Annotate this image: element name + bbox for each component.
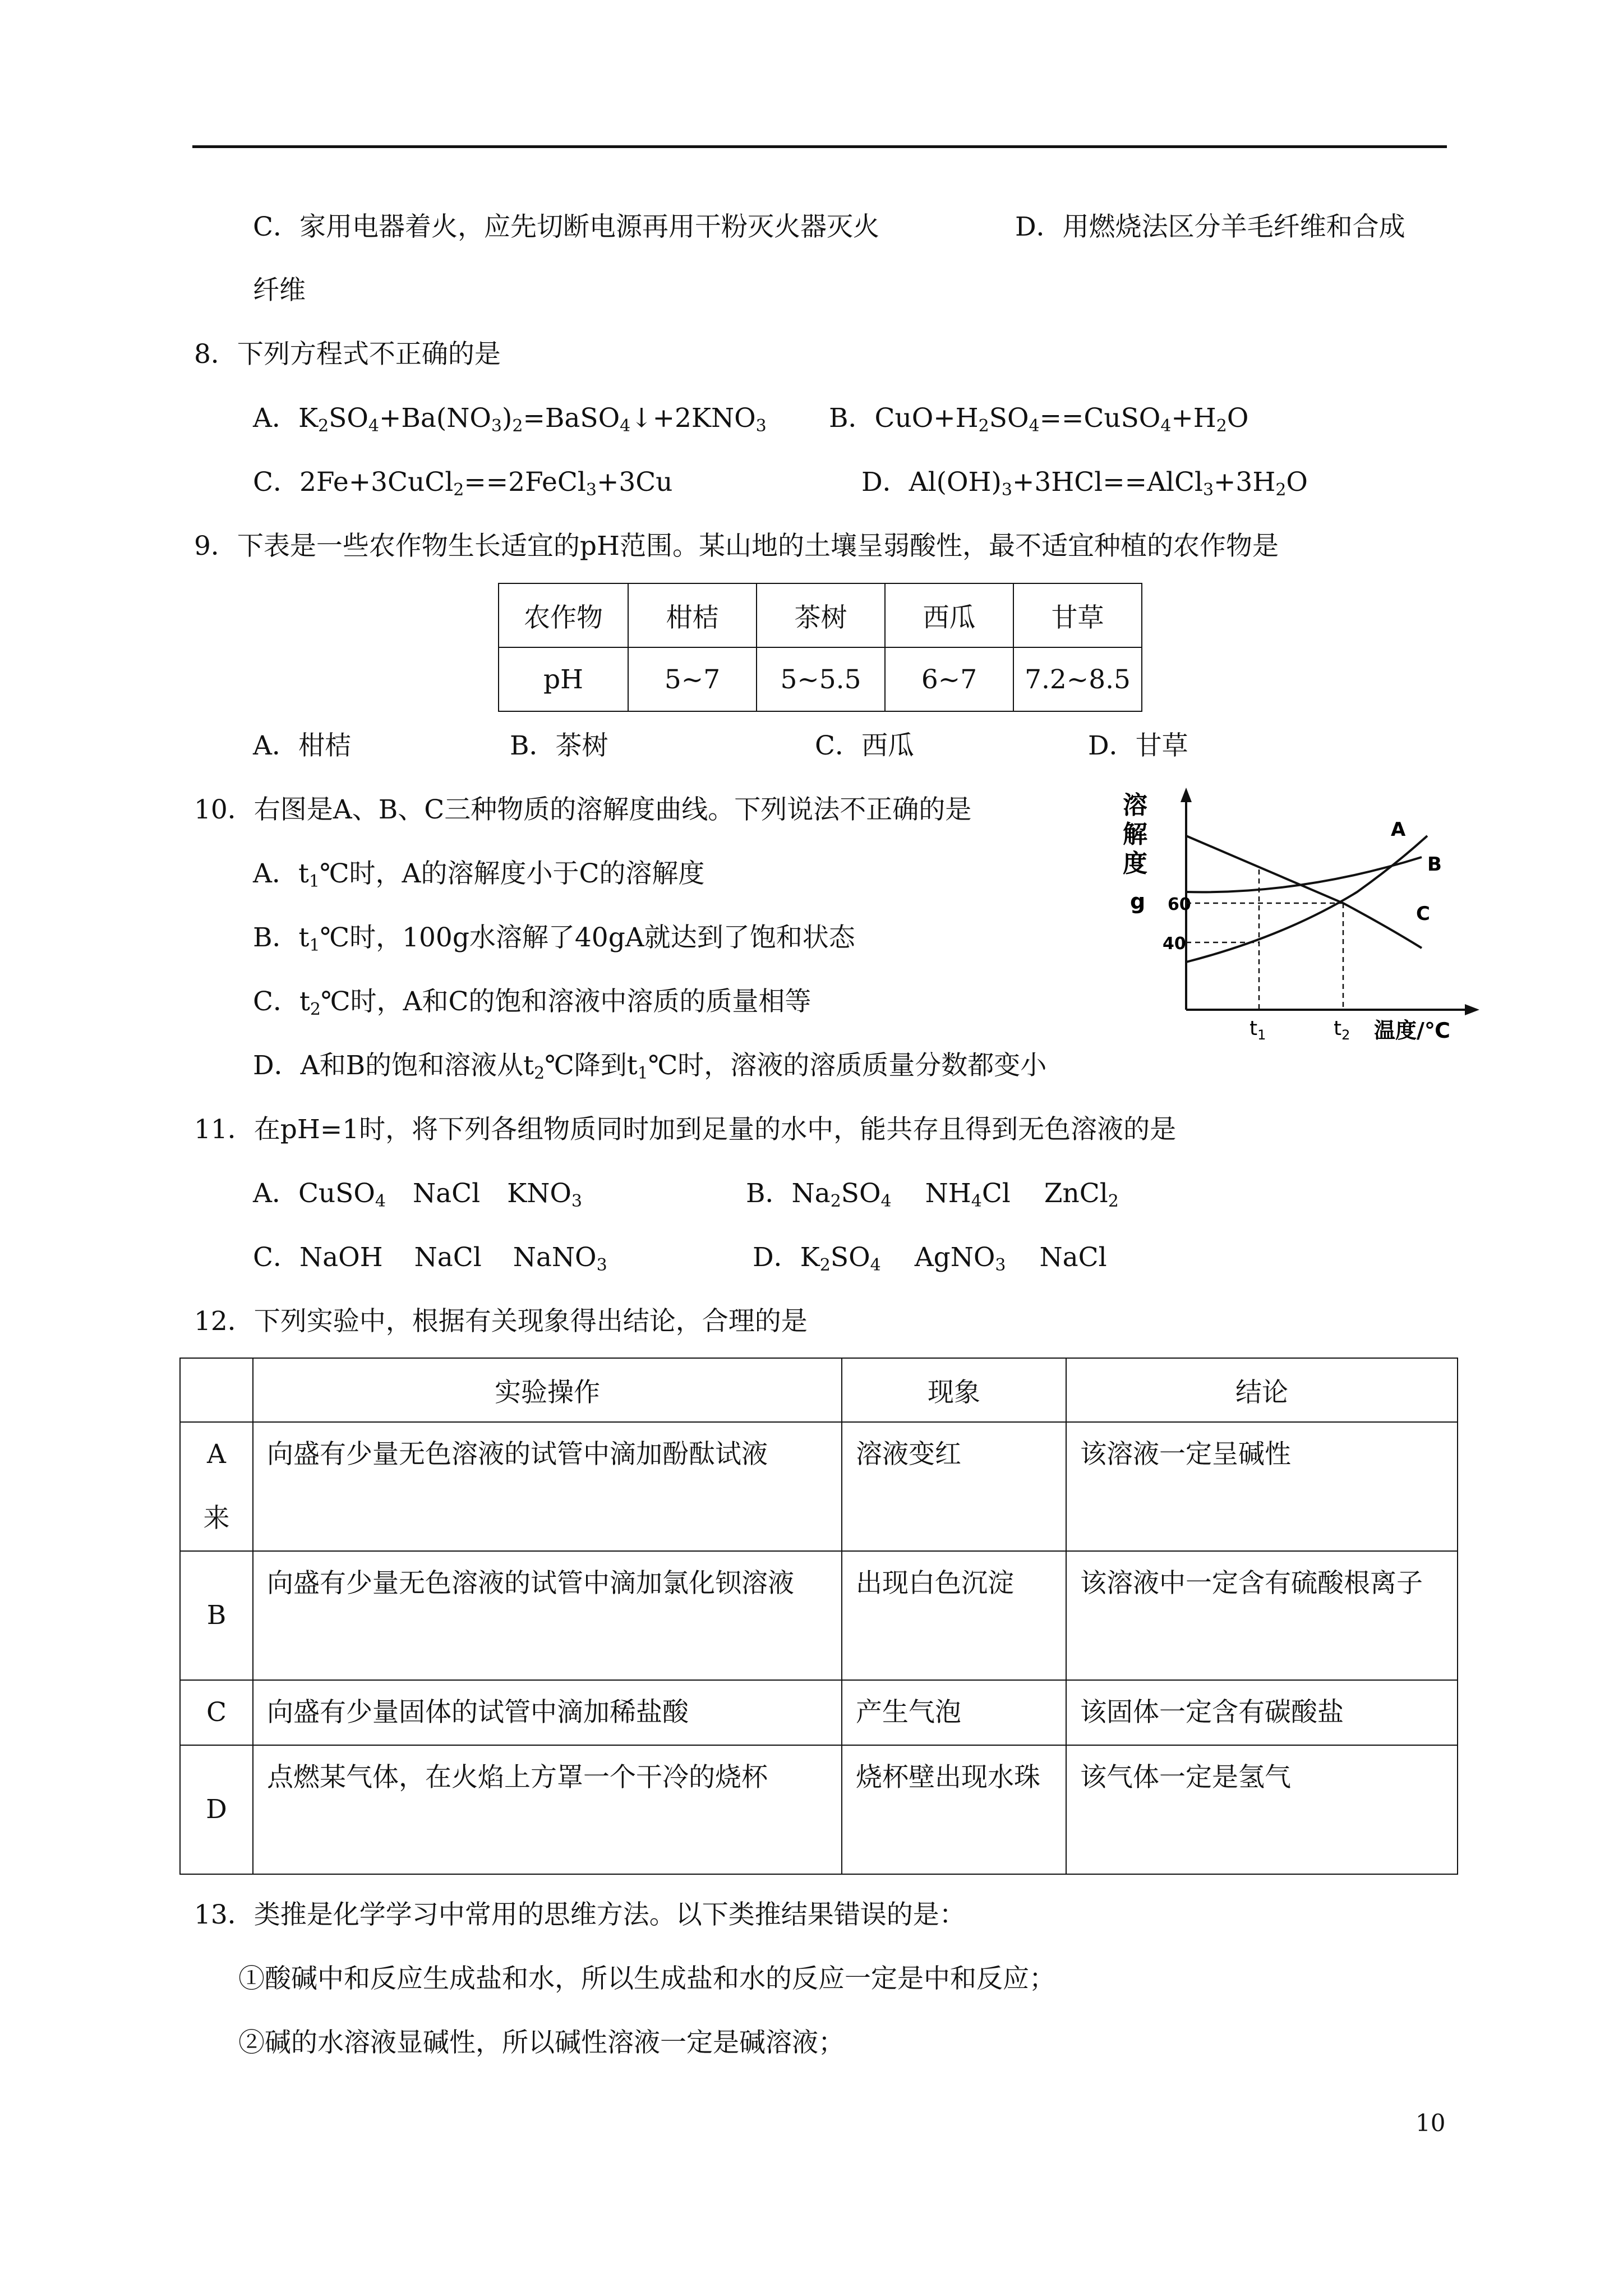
solubility-chart [1116, 780, 1486, 1060]
operation-cell: 向盛有少量无色溶液的试管中滴加氯化钡溶液 [253, 1551, 842, 1680]
table-row [180, 1551, 1458, 1680]
table-header-cell: 现象 [842, 1358, 1066, 1422]
series-label-b: B [1427, 853, 1442, 876]
q8-option-d: D．$Al(OH)_3+3HCl==AlCl_3+3H_2O$ [861, 467, 1308, 500]
operation-cell: 点燃某气体，在火焰上方罩一个干冷的烧杯 [253, 1745, 842, 1874]
x-axis-arrow [1465, 1004, 1479, 1015]
q9-option-a: A．柑桔 [253, 730, 351, 761]
q11-option-a: A．CuSO$_4$ NaCl $KNO_3$ [253, 1178, 583, 1211]
q11-option-d: D．$K_2SO_4$ AgNO$_3$ NaCl [753, 1242, 1107, 1275]
conclusion-cell: 该固体一定含有碳酸盐 [1066, 1680, 1458, 1745]
phenomenon-cell: 溶液变红 [842, 1422, 1066, 1551]
page-number: 10 [1415, 2109, 1446, 2137]
ph-table-cell: 7.2~8.5 [1013, 647, 1142, 711]
table-header-cell: 实验操作 [253, 1358, 842, 1422]
q8-option-a: A．$K_2SO_4+Ba(NO_3)_2=BaSO_4↓+2KNO_3$ [253, 403, 767, 436]
table-row [180, 1680, 1458, 1745]
table-header-cell [180, 1358, 253, 1422]
y-axis-arrow [1181, 788, 1192, 802]
ph-table-value-row [499, 647, 1142, 711]
q10-stem: 10．右图是A、B、C三种物质的溶解度曲线。下列说法不正确的是 [194, 794, 972, 825]
q9-option-b: B．茶树 [510, 730, 608, 761]
y-label-char: 解 [1123, 820, 1147, 849]
ph-table-header-row [499, 583, 1142, 647]
row-label: D [180, 1745, 253, 1874]
table-row [180, 1745, 1458, 1874]
ph-table-cell: 农作物 [499, 583, 628, 647]
q13-item-2: ②碱的水溶液显碱性，所以碱性溶液一定是碱溶液； [238, 2027, 845, 2058]
q10-option-d: D．A和B的饱和溶液从$t_2℃$降到$t_1℃$时，溶液的溶质质量分数都变小 [253, 1050, 1047, 1083]
chart-axes [1181, 788, 1479, 1015]
q7-option-d-wrap: 纤维 [253, 275, 306, 306]
y-label [1123, 791, 1147, 914]
q9-stem: 9．下表是一些农作物生长适宜的pH范围。某山地的土壤呈弱酸性，最不适宜种植的农作物是 [194, 531, 1279, 562]
q13-stem: 13．类推是化学学习中常用的思维方法。以下类推结果错误的是： [194, 1899, 966, 1930]
ph-table-cell: 5~5.5 [757, 647, 885, 711]
q10-option-c: C．$t_2℃$时，A和C的饱和溶液中溶质的质量相等 [253, 986, 811, 1019]
conclusion-cell: 该气体一定是氢气 [1066, 1745, 1458, 1874]
q8-option-b: B．$CuO+H_2SO_4==CuSO_4+H_2O$ [829, 403, 1249, 436]
conclusion-cell: 该溶液中一定含有硫酸根离子 [1066, 1551, 1458, 1680]
ph-table-cell: 6~7 [885, 647, 1013, 711]
q7-option-c: C．家用电器着火，应先切断电源再用干粉灭火器灭火 [253, 211, 879, 242]
ph-table-cell: 茶树 [757, 583, 885, 647]
q10-option-a: A．$t_1℃$时，A的溶解度小于C的溶解度 [253, 858, 705, 891]
q9-option-c: C．西瓜 [815, 730, 914, 761]
guide-lines [1186, 869, 1343, 1010]
q11-option-c: C．NaOH NaCl NaNO$_3$ [253, 1242, 607, 1275]
y-label-char: 度 [1123, 849, 1147, 878]
q7-option-d: D．用燃烧法区分羊毛纤维和合成 [1015, 211, 1405, 242]
ph-table-cell: 5~7 [628, 647, 757, 711]
q8-option-c: C．2Fe+3CuCl$_2$==2FeCl$_3$+3Cu [253, 467, 673, 500]
phenomenon-cell: 产生气泡 [842, 1680, 1066, 1745]
x-tick-t1: $t_1$ [1249, 1017, 1266, 1043]
q11-stem: 11．在pH=1时，将下列各组物质同时加到足量的水中，能共存且得到无色溶液的是 [194, 1114, 1177, 1145]
y-label-char: 溶 [1123, 791, 1147, 820]
table-header-cell: 结论 [1066, 1358, 1458, 1422]
experiment-table [179, 1358, 1458, 1875]
y-tick-40: 40 [1163, 934, 1186, 954]
header-rule [192, 145, 1447, 148]
ph-table [498, 583, 1142, 712]
q9-option-d: D．甘草 [1088, 730, 1188, 761]
row-label: C [180, 1680, 253, 1745]
row-label: B [180, 1551, 253, 1680]
ph-table-cell: 柑桔 [628, 583, 757, 647]
x-tick-t2: $t_2$ [1334, 1017, 1350, 1043]
experiment-table-header [180, 1358, 1458, 1422]
q12-stem: 12．下列实验中，根据有关现象得出结论，合理的是 [194, 1306, 808, 1337]
conclusion-cell: 该溶液一定呈碱性 [1066, 1422, 1458, 1551]
y-tick-60: 60 [1168, 895, 1191, 914]
ph-table-cell: pH [499, 647, 628, 711]
x-label: 温度/℃ [1374, 1018, 1450, 1043]
table-row [180, 1422, 1458, 1551]
operation-cell: 向盛有少量无色溶液的试管中滴加酚酞试液 [253, 1422, 842, 1551]
ph-table-cell: 西瓜 [885, 583, 1013, 647]
operation-cell: 向盛有少量固体的试管中滴加稀盐酸 [253, 1680, 842, 1745]
y-label-char: g [1130, 889, 1146, 914]
q10-option-b: B．$t_1℃$时，100g水溶解了40gA就达到了饱和状态 [253, 922, 855, 955]
series-label-c: C [1416, 903, 1430, 925]
phenomenon-cell: 出现白色沉淀 [842, 1551, 1066, 1680]
q8-stem: 8．下列方程式不正确的是 [194, 339, 501, 370]
ph-table-cell: 甘草 [1013, 583, 1142, 647]
row-label: A 来 [180, 1422, 253, 1551]
q11-option-b: B．$Na_2SO_4$ $NH_4Cl$ ZnCl$_2$ [746, 1178, 1119, 1211]
phenomenon-cell: 烧杯壁出现水珠 [842, 1745, 1066, 1874]
series-label-a: A [1391, 818, 1406, 841]
q13-item-1: ①酸碱中和反应生成盐和水，所以生成盐和水的反应一定是中和反应； [238, 1963, 1055, 1994]
